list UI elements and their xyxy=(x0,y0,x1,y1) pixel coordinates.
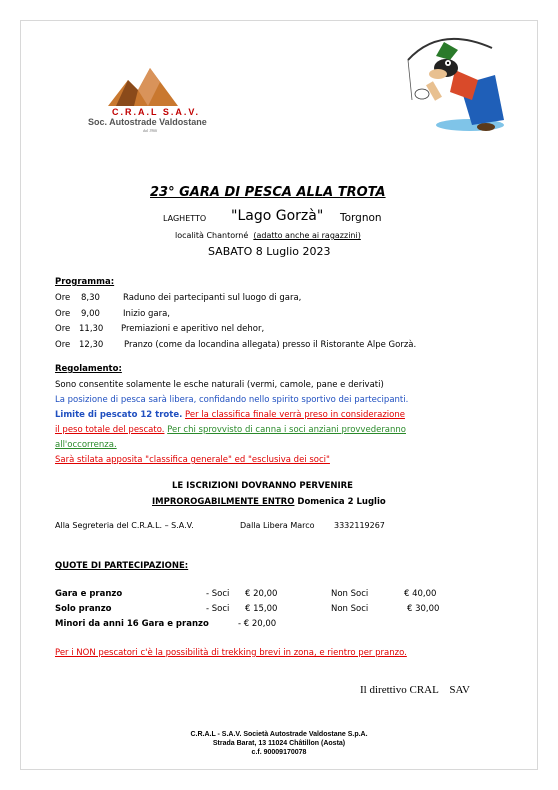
logo-established: dal 1966 xyxy=(143,128,158,133)
canna-note: Per chi sprovvisto di canna i soci anziani provvederanno xyxy=(167,425,406,435)
quote-nonsoci-label: Non Soci xyxy=(331,589,369,599)
location-line xyxy=(175,231,361,240)
quote-soci-label: - Soci xyxy=(206,604,230,614)
logo-subtitle: Soc. Autostrade Valdostane xyxy=(88,117,207,127)
programma-text: Raduno dei partecipanti sul luogo di gara, xyxy=(123,293,302,303)
regolamento-heading: Regolamento: xyxy=(55,364,122,374)
footer-company: C.R.A.L - S.A.V. Società Autostrade Valdostane S.p.A. xyxy=(190,731,368,738)
signature: Il direttivo CRAL SAV xyxy=(360,684,471,696)
quote-nonsoci-price: € 40,00 xyxy=(404,589,437,599)
quote-item: Solo pranzo xyxy=(55,604,112,614)
trekking-note: Per i NON pescatori c'è la possibilità di trekking brevi in zona, e rientro per pranzo. xyxy=(55,648,407,658)
location-name: località Chantorné xyxy=(175,231,249,240)
event-date: SABATO 8 Luglio 2023 xyxy=(208,245,331,258)
iscrizioni-deadline xyxy=(152,497,386,507)
lake-name: "Lago Gorzà" xyxy=(231,208,324,224)
iscrizioni-date: Domenica 2 Luglio xyxy=(297,497,386,507)
regolamento-line: Sono consentite solamente le esche naturali (vermi, camole, pane e derivati) xyxy=(55,380,384,390)
segreteria-label: Alla Segreteria del C.R.A.L. – S.A.V. xyxy=(55,521,194,530)
programma-text: Pranzo (come da locandina allegata) presso il Ristorante Alpe Gorzà. xyxy=(124,340,417,350)
quote-item: Gara e pranzo xyxy=(55,589,123,599)
regolamento-line xyxy=(55,425,406,435)
iscrizioni-line: LE ISCRIZIONI DOVRANNO PERVENIRE xyxy=(172,481,353,491)
regolamento-line: La posizione di pesca sarà libera, confidando nello spirito sportivo dei partecipanti. xyxy=(55,395,409,405)
regolamento-line: Sarà stilata apposita "classifica generale" ed "esclusiva dei soci" xyxy=(55,455,330,465)
contact-name: Dalla Libera Marco xyxy=(240,521,315,530)
lake-place: Torgnon xyxy=(340,212,382,224)
footer-address: Strada Barat, 13 11024 Châtillon (Aosta) xyxy=(212,740,346,747)
programma-text: Inizio gara, xyxy=(123,309,170,319)
peso-totale-note: il peso totale del pescato. xyxy=(55,425,165,435)
lake-prefix: LAGHETTO xyxy=(163,214,207,223)
programma-label: Ore xyxy=(55,340,71,350)
quote-soci-price: € 15,00 xyxy=(245,604,278,614)
quote-minori: Minori da anni 16 Gara e pranzo xyxy=(55,619,209,629)
programma-time: 8,30 xyxy=(81,293,100,303)
iscrizioni-improrogabile: IMPROROGABILMENTE ENTRO xyxy=(152,497,295,507)
quote-nonsoci-label: Non Soci xyxy=(331,604,369,614)
programma-text: Premiazioni e aperitivo nel dehor, xyxy=(121,324,265,334)
quote-nonsoci-price: € 30,00 xyxy=(407,604,440,614)
regolamento-line xyxy=(55,410,405,420)
page-title: 23° GARA DI PESCA ALLA TROTA xyxy=(150,185,386,200)
programma-time: 9,00 xyxy=(81,309,100,319)
footer-tax-code: c.f. 90009170078 xyxy=(251,749,307,756)
programma-heading: Programma: xyxy=(55,277,115,287)
contact-phone: 3332119267 xyxy=(334,521,385,530)
programma-label: Ore xyxy=(55,324,71,334)
goofy-fishing-illustration-icon xyxy=(400,30,510,135)
programma-time: 11,30 xyxy=(79,324,104,334)
limite-pescato: Limite di pescato 12 trote. xyxy=(55,410,183,420)
logo-name: C.R.A.L S.A.V. xyxy=(112,107,201,117)
quote-heading: QUOTE DI PARTECIPAZIONE: xyxy=(55,561,189,571)
quote-minori-price: - € 20,00 xyxy=(238,619,277,629)
programma-label: Ore xyxy=(55,293,71,303)
programma-label: Ore xyxy=(55,309,71,319)
location-note: (adatto anche ai ragazzini) xyxy=(253,231,361,240)
classifica-note: Per la classifica finale verrà preso in considerazione xyxy=(185,410,405,420)
quote-soci-label: - Soci xyxy=(206,589,230,599)
quote-soci-price: € 20,00 xyxy=(245,589,278,599)
regolamento-line: all'occorrenza. xyxy=(55,440,117,450)
programma-time: 12,30 xyxy=(79,340,104,350)
